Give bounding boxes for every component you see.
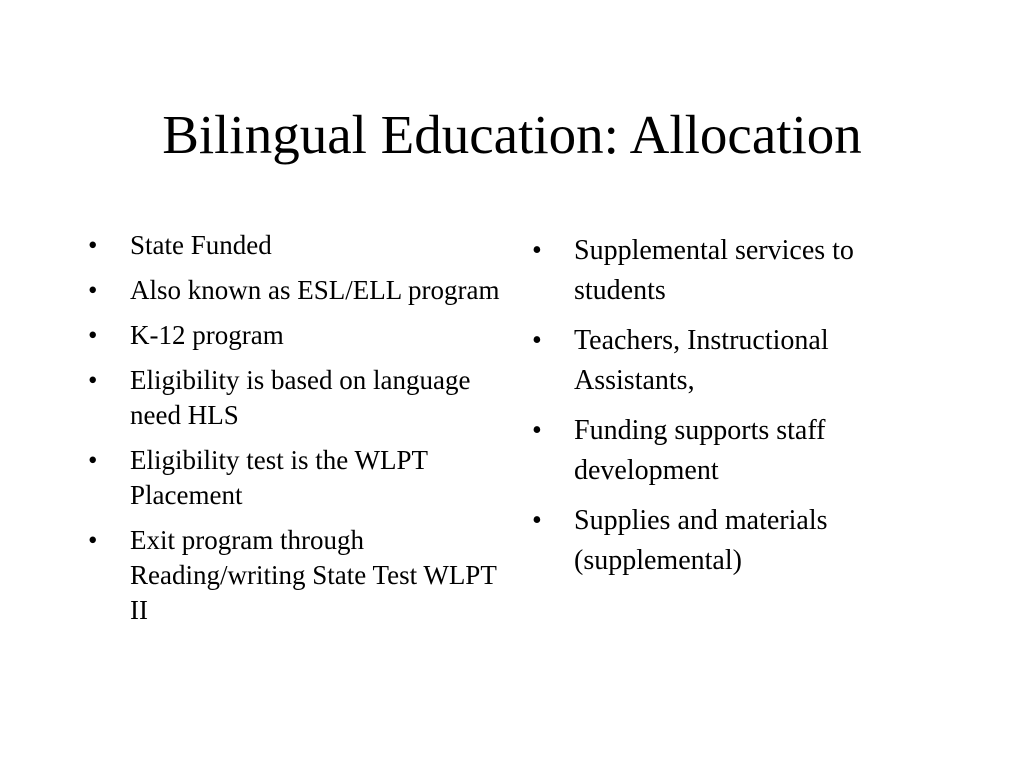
list-item-text: Exit program through Reading/writing State Test WLPT II [130,525,497,625]
list-item [88,228,508,263]
list-item-text: Supplies and materials (supplemental) [574,505,828,576]
list-item [88,318,508,353]
bullet-icon: • [88,445,98,475]
list-item-text: Also known as ESL/ELL program [130,275,500,305]
bullet-icon: • [532,325,542,356]
list-item [532,321,952,401]
list-item [88,443,508,513]
list-item-text: Eligibility test is the WLPT Placement [130,445,442,510]
list-item [532,411,952,491]
list-item-text: K-12 program [130,320,284,350]
list-item [88,363,508,433]
list-item [88,273,508,308]
list-item [532,231,952,311]
bullet-icon: • [532,505,542,536]
bullet-icon: • [88,320,98,350]
list-item-text: Supplemental services to students [574,235,854,306]
bullet-icon: • [88,275,98,305]
slide-title: Bilingual Education: Allocation [162,104,862,165]
list-item [532,501,952,581]
bullet-icon: • [88,365,98,395]
list-item [88,523,508,628]
list-item-text: Teachers, Instructional Assistants, [574,325,829,396]
bullet-icon: • [88,230,98,260]
bullet-icon: • [532,415,542,446]
left-bullet-list [88,228,508,638]
bullet-icon: • [532,235,542,266]
list-item-text: State Funded [130,230,272,260]
list-item-text: Eligibility is based on language need HLS [130,365,471,430]
right-bullet-list [532,231,952,591]
list-item-text: Funding supports staff development [574,415,826,486]
bullet-icon: • [88,525,98,555]
